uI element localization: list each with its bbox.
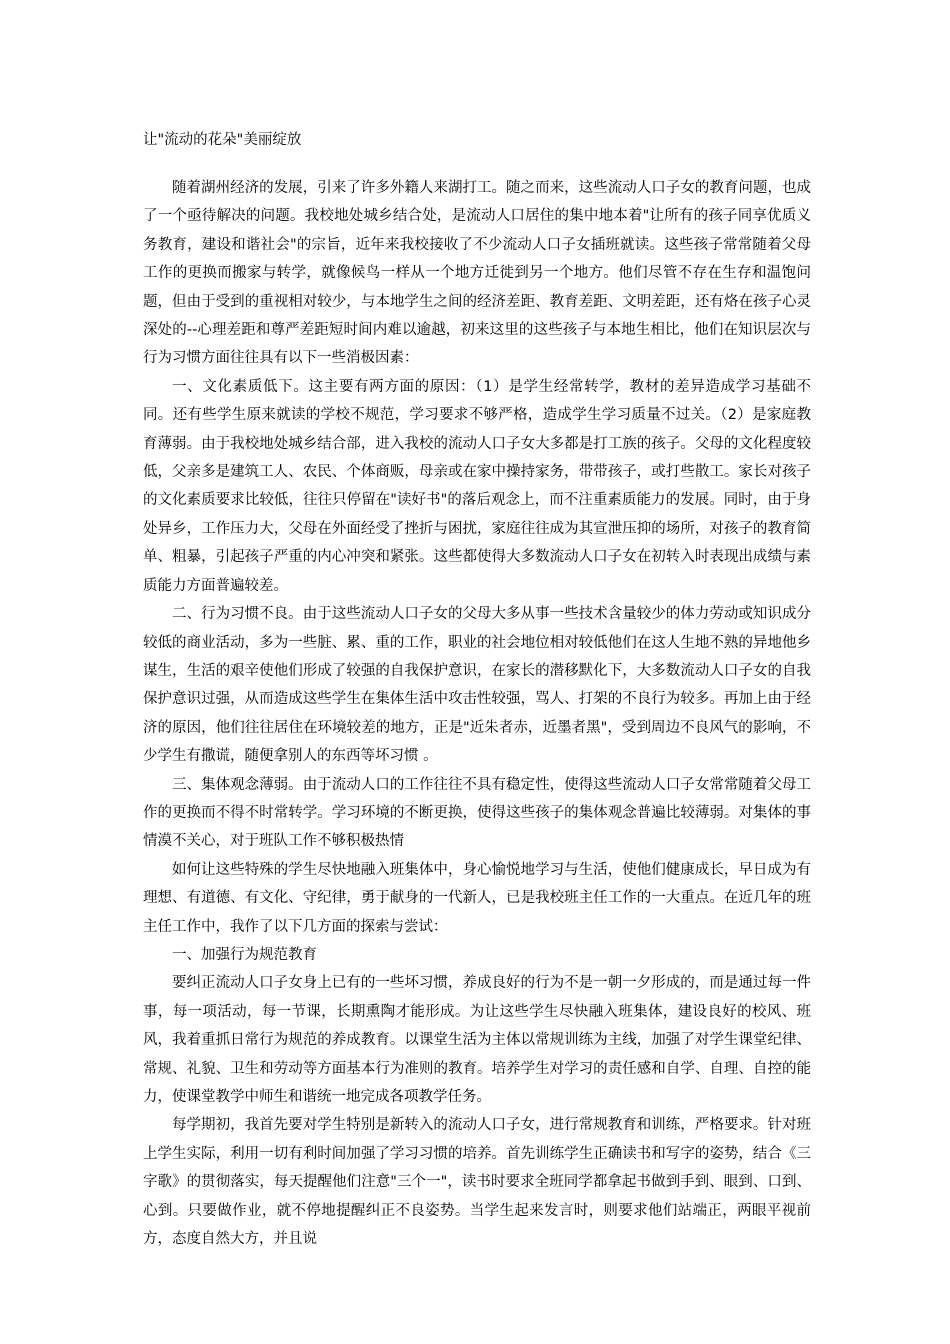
paragraph-cultural-quality: 一、文化素质低下。这主要有两方面的原因：（1）是学生经常转学，教材的差异造成学习基础不同。还有些学生原来就读的学校不规范，学习要求不够严格，造成学生学习质量不过关。（2）是家庭教育薄弱。由于我校地处城乡结合部，进入我校的流动人口子女大多都是打工族的孩子。父母的文化程度较低，父亲多是建筑工人、农民、个体商贩，母亲或在家中操持家务，带带孩子，或打些散工。家长对孩子的文化素质要求比较低，往往只停留在"读好书"的落后观念上，而不注重素质能力的发展。同时，由于身处异乡，工作压力大，父母在外面经受了挫折与困扰，家庭往往成为其宣泄压抑的场所，对孩子的教育简单、粗暴，引起孩子严重的内心冲突和紧张。这些都使得大多数流动人口子女在初转入时表现出成绩与素质能力方面普遍较差。 [143, 378, 811, 594]
document-title: 让"流动的花朵"美丽绽放 [143, 132, 302, 148]
paragraph-intro: 随着湖州经济的发展，引来了许多外籍人来湖打工。随之而来，这些流动人口子女的教育问题，也成了一个亟待解决的问题。我校地处城乡结合处，是流动人口居住的集中地本着"让所有的孩子同享优质义务教育，建设和谐社会"的宗旨，近年来我校接收了不少流动人口子女插班就读。这些孩子常常随着父母工作的更换而搬家与转学，就像候鸟一样从一个地方迁徙到另一个地方。他们尽管不存在生存和温饱问题，但由于受到的重视相对较少，与本地学生之间的经济差距、教育差距、文明差距，还有烙在孩子心灵深处的--心理差距和尊严差距短时间内难以逾越，初来这里的这些孩子与本地生相比，他们在知识层次与行为习惯方面往往具有以下一些消极因素： [143, 180, 811, 367]
paragraph-behavior-habits: 二、行为习惯不良。由于这些流动人口子女的父母大多从事一些技术含量较少的体力劳动或知识成分较低的商业活动，多为一些脏、累、重的工作，职业的社会地位相对较低他们在这人生地不熟的异地他乡谋生，生活的艰辛使他们形成了较强的自我保护意识，在家长的潜移默化下，大多数流动人口子女的自我保护意识过强，从而造成这些学生在集体生活中攻击性较强，骂人、打架的不良行为较多。再加上由于经济的原因，他们往往居住在环境较差的地方，正是"近朱者赤，近墨者黑"，受到周边不良风气的影响，不少学生有撒谎，随便拿别人的东西等坏习惯 。 [143, 606, 811, 765]
paragraph-how-to-integrate: 如何让这些特殊的学生尽快地融入班集体中，身心愉悦地学习与生活，使他们健康成长，早日成为有理想、有道德、有文化、守纪律，勇于献身的一代新人，已是我校班主任工作的一大重点。在近几年的班主任工作中，我作了以下几方面的探索与尝试： [143, 861, 811, 935]
section-heading-behavior-education: 一、加强行为规范教育 [172, 946, 317, 963]
document-body [143, 174, 811, 1253]
paragraph-collective-concept: 三、集体观念薄弱。由于流动人口的工作往往不具有稳定性，使得这些流动人口子女常常随着父母工作的更换而不得不时常转学。学习环境的不断更换，使得这些孩子的集体观念普遍比较薄弱。对集体的事情漠不关心，对于班队工作不够积极热情 [143, 776, 811, 850]
paragraph-semester-start: 每学期初，我首先要对学生特别是新转入的流动人口子女，进行常规教育和训练，严格要求。针对班上学生实际，利用一切有利时间加强了学习习惯的培养。首先训练学生正确读书和写字的姿势，结合《三字歌》的贯彻落实，每天提醒他们注意"三个一"，读书时要求全班同学都拿起书做到手到、眼到、口到、心到。只要做作业，就不停地提醒纠正不良姿势。当学生起来发言时，则要求他们站端正，两眼平视前方，态度自然大方，并且说 [143, 1117, 811, 1248]
paragraph-correct-habits: 要纠正流动人口子女身上已有的一些坏习惯，养成良好的行为不是一朝一夕形成的，而是通过每一件事，每一项活动，每一节课，长期熏陶才能形成。为让这些学生尽快融入班集体，建设良好的校风、班风，我着重抓日常行为规范的养成教育。以课堂生活为主体以常规训练为主线，加强了对学生课堂纪律、常规、礼貌、卫生和劳动等方面基本行为准则的教育。培养学生对学习的责任感和自学、自理、自控的能力，使课堂教学中师生和谐统一地完成各项教学任务。 [143, 975, 811, 1105]
